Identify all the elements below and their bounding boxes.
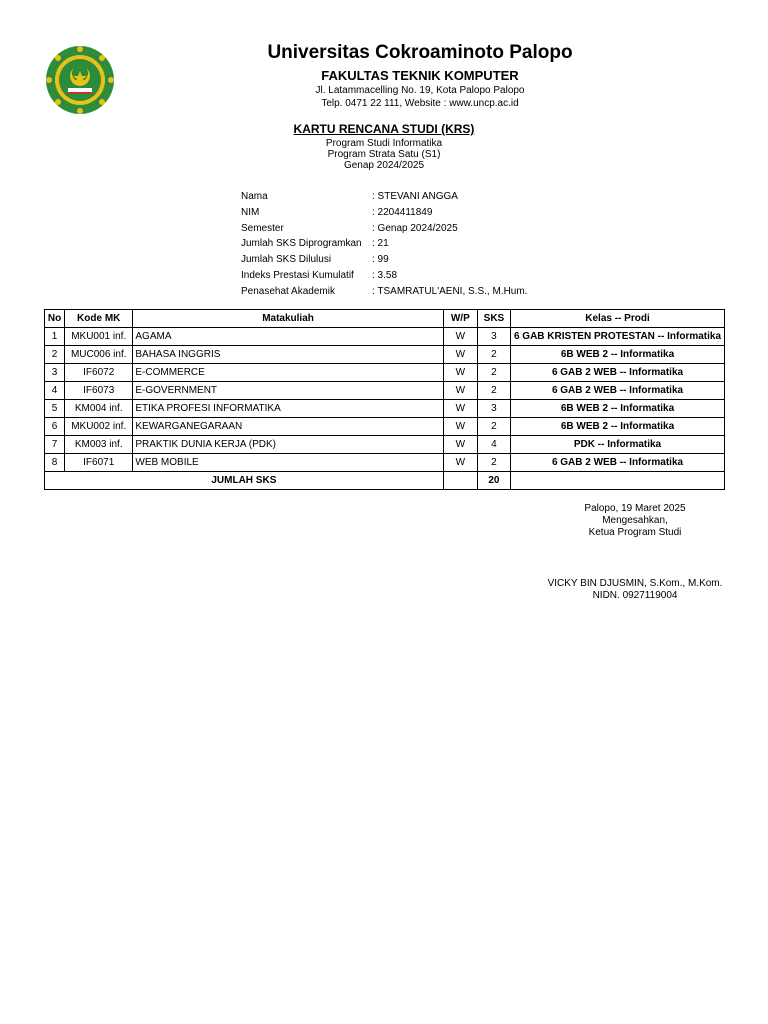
info-value: : STEVANI ANGGA — [372, 191, 458, 202]
col-header-kode: Kode MK — [65, 310, 133, 328]
place-date: Palopo, 19 Maret 2025 — [584, 503, 686, 514]
cell-matakuliah: BAHASA INGGRIS — [133, 346, 443, 364]
table-header-row — [45, 310, 725, 328]
cell-no: 4 — [45, 382, 65, 400]
cell-wp: W — [443, 346, 477, 364]
cell-no: 8 — [45, 454, 65, 472]
info-row — [241, 221, 527, 237]
student-info — [241, 189, 527, 300]
table-row — [45, 382, 725, 400]
cell-wp: W — [443, 400, 477, 418]
cell-sks: 2 — [477, 454, 510, 472]
cell-kelas: 6B WEB 2 -- Informatika — [511, 346, 725, 364]
cell-matakuliah: KEWARGANEGARAAN — [133, 418, 443, 436]
cell-sks: 2 — [477, 364, 510, 382]
signer-nidn: NIDN. 0927119004 — [592, 590, 678, 601]
info-row — [241, 284, 527, 300]
university-logo — [44, 44, 116, 116]
col-header-no: No — [45, 310, 65, 328]
signer-block — [520, 578, 750, 602]
table-row — [45, 346, 725, 364]
cell-kelas: PDK -- Informatika — [511, 436, 725, 454]
document-title-block — [0, 120, 768, 171]
study-program: Program Studi Informatika — [325, 138, 443, 149]
signer-name: VICKY BIN DJUSMIN, S.Kom., M.Kom. — [547, 578, 723, 589]
course-table — [44, 309, 725, 490]
cell-kode: IF6073 — [65, 382, 133, 400]
table-row — [45, 400, 725, 418]
total-empty-cell — [511, 472, 725, 490]
info-row — [241, 236, 527, 252]
info-label: Indeks Prestasi Kumulatif — [241, 269, 354, 281]
cell-wp: W — [443, 364, 477, 382]
document-title: KARTU RENCANA STUDI (KRS) — [293, 122, 475, 136]
cell-matakuliah: AGAMA — [133, 328, 443, 346]
total-label: JUMLAH SKS — [45, 472, 444, 490]
col-header-kelas: Kelas -- Prodi — [511, 310, 725, 328]
info-row — [241, 268, 527, 284]
info-row — [241, 189, 527, 205]
col-header-wp: W/P — [443, 310, 477, 328]
info-label: Nama — [241, 191, 268, 202]
total-sks: 20 — [477, 472, 510, 490]
cell-wp: W — [443, 454, 477, 472]
university-name: Universitas Cokroaminoto Palopo — [267, 42, 573, 63]
cell-kelas: 6 GAB 2 WEB -- Informatika — [511, 364, 725, 382]
info-value: : 3.58 — [372, 269, 398, 281]
cell-matakuliah: PRAKTIK DUNIA KERJA (PDK) — [133, 436, 443, 454]
info-value: : 2204411849 — [372, 206, 433, 218]
info-label: Penasehat Akademik — [241, 285, 335, 297]
info-row — [241, 205, 527, 221]
cell-kode: MUC006 inf. — [65, 346, 133, 364]
cell-kelas: 6B WEB 2 -- Informatika — [511, 400, 725, 418]
cell-no: 2 — [45, 346, 65, 364]
table-row — [45, 454, 725, 472]
faculty-name: FAKULTAS TEKNIK KOMPUTER — [321, 68, 519, 83]
total-empty-cell — [443, 472, 477, 490]
info-label: Semester — [241, 222, 284, 234]
table-total-row — [45, 472, 725, 490]
contact: Telp. 0471 22 111, Website : www.uncp.ac.id — [321, 98, 519, 109]
cell-matakuliah: ETIKA PROFESI INFORMATIKA — [133, 400, 443, 418]
cell-wp: W — [443, 328, 477, 346]
info-value: : Genap 2024/2025 — [372, 222, 458, 234]
cell-no: 1 — [45, 328, 65, 346]
cell-kode: IF6071 — [65, 454, 133, 472]
cell-wp: W — [443, 418, 477, 436]
cell-no: 3 — [45, 364, 65, 382]
table-row — [45, 436, 725, 454]
cell-wp: W — [443, 436, 477, 454]
cell-kelas: 6 GAB 2 WEB -- Informatika — [511, 382, 725, 400]
cell-sks: 2 — [477, 382, 510, 400]
cell-sks: 3 — [477, 400, 510, 418]
info-label: Jumlah SKS Diprogramkan — [241, 238, 362, 250]
cell-no: 6 — [45, 418, 65, 436]
cell-no: 5 — [45, 400, 65, 418]
table-row — [45, 418, 725, 436]
study-period: Genap 2024/2025 — [343, 160, 425, 171]
cell-matakuliah: E-GOVERNMENT — [133, 382, 443, 400]
cell-wp: W — [443, 382, 477, 400]
info-value: : 99 — [372, 254, 389, 266]
letterhead — [180, 40, 660, 110]
cell-matakuliah: WEB MOBILE — [133, 454, 443, 472]
cell-sks: 3 — [477, 328, 510, 346]
cell-kode: KM004 inf. — [65, 400, 133, 418]
study-level: Program Strata Satu (S1) — [327, 149, 441, 160]
info-value: : TSAMRATUL'AENI, S.S., M.Hum. — [372, 285, 528, 297]
approval-text: Mengesahkan, — [602, 515, 668, 526]
cell-sks: 4 — [477, 436, 510, 454]
info-value: : 21 — [372, 238, 389, 250]
signature-block — [520, 503, 750, 539]
cell-no: 7 — [45, 436, 65, 454]
cell-sks: 2 — [477, 418, 510, 436]
table-row — [45, 328, 725, 346]
info-label: NIM — [241, 206, 260, 218]
cell-kelas: 6 GAB 2 WEB -- Informatika — [511, 454, 725, 472]
col-header-sks: SKS — [477, 310, 510, 328]
table-row — [45, 364, 725, 382]
cell-kode: IF6072 — [65, 364, 133, 382]
col-header-matakuliah: Matakuliah — [133, 310, 443, 328]
info-row — [241, 252, 527, 268]
cell-kelas: 6 GAB KRISTEN PROTESTAN -- Informatika — [511, 328, 725, 346]
cell-kode: KM003 inf. — [65, 436, 133, 454]
address: Jl. Latammacelling No. 19, Kota Palopo Palopo — [315, 85, 525, 96]
cell-kode: MKU002 inf. — [65, 418, 133, 436]
cell-kode: MKU001 inf. — [65, 328, 133, 346]
cell-kelas: 6B WEB 2 -- Informatika — [511, 418, 725, 436]
info-label: Jumlah SKS Dilulusi — [241, 254, 332, 266]
signer-role: Ketua Program Studi — [588, 527, 682, 538]
cell-sks: 2 — [477, 346, 510, 364]
cell-matakuliah: E-COMMERCE — [133, 364, 443, 382]
